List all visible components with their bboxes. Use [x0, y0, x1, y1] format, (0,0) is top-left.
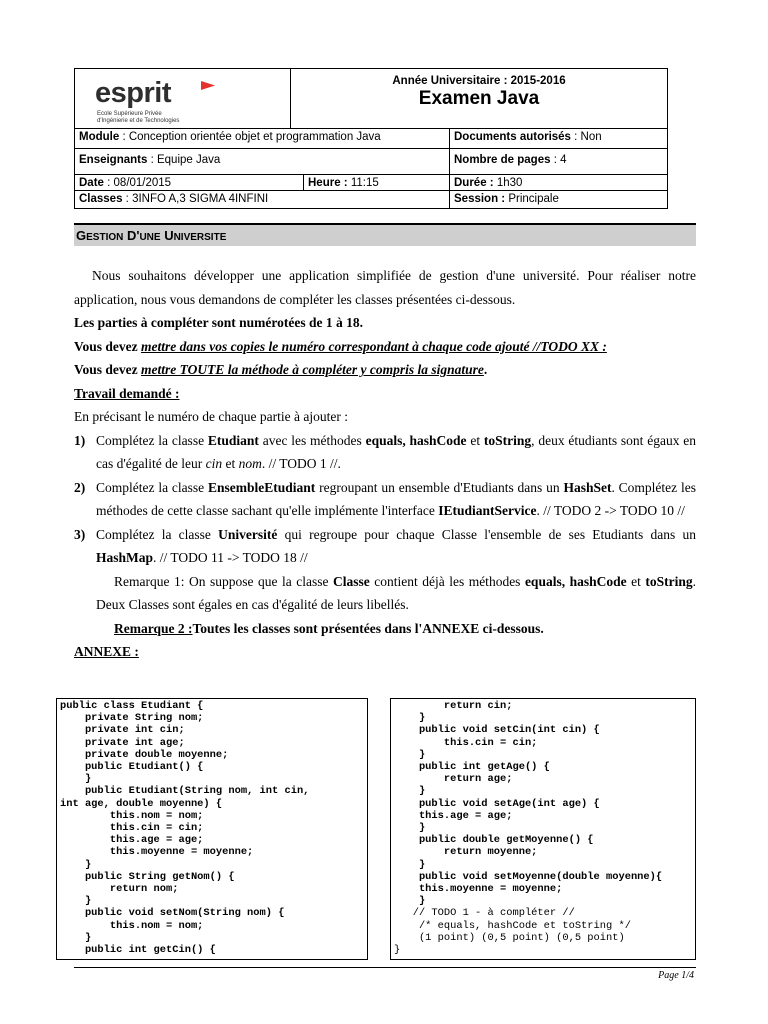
class-name: Université	[218, 526, 278, 542]
remarque-1	[74, 570, 696, 617]
parts-line: Les parties à compléter sont numérotées de 1 à 18.	[74, 315, 363, 330]
module-label: Module	[79, 131, 120, 143]
enseignants-cell	[75, 149, 450, 174]
heading-part: G	[76, 228, 87, 243]
code-line: return cin;	[394, 700, 513, 712]
instruction-text: Vous devez	[74, 338, 142, 354]
todo-marker: . // TODO 11 -> TODO 18 //	[153, 550, 308, 565]
date-cell	[75, 175, 304, 190]
intro-paragraph: Nous souhaitons développer une application simplifiée de gestion d'une université. Pour réaliser notre application, nous vous demandons de compléter les classes présentées ci-dessous.	[74, 268, 696, 307]
instruction-text: .	[483, 362, 488, 377]
module-row	[75, 129, 667, 149]
esprit-logo: esprit	[95, 77, 171, 109]
text: et	[466, 432, 484, 448]
session-value: Principale	[505, 193, 559, 205]
instruction-line-2	[74, 358, 696, 382]
code-line: this.age = age;	[60, 834, 204, 847]
date-value: : 08/01/2015	[103, 177, 172, 189]
text: Complétez la classe	[96, 479, 208, 495]
text: et	[222, 456, 239, 471]
code-line: return moyenne;	[394, 846, 538, 859]
header-top-row	[75, 69, 667, 129]
method-names: equals, hashCode	[524, 573, 627, 589]
code-line: private String nom;	[60, 712, 204, 725]
interface-name: IEtudiantService	[438, 503, 537, 518]
enseignants-label: Enseignants	[79, 154, 148, 166]
session-cell	[450, 191, 667, 208]
list-text	[96, 523, 696, 570]
date-label: Date	[79, 177, 104, 189]
code-line: }	[394, 822, 426, 835]
duree-label: Durée :	[454, 177, 494, 189]
pages-value: : 4	[550, 154, 567, 166]
collection-name: HashMap	[96, 550, 154, 565]
module-value: : Conception orientée objet et programmation Java	[119, 131, 381, 143]
instruction-emphasis: mettre dans vos copies le numéro correspondant à chaque code ajouté //TODO XX :	[141, 338, 607, 354]
duree-cell	[450, 175, 667, 190]
text: On suppose que la classe	[184, 573, 333, 589]
instruction-line-1	[74, 335, 696, 359]
code-box-left	[56, 698, 368, 960]
list-item-1	[74, 429, 696, 476]
text: Toutes les classes sont présentées dans l'ANNEXE ci-dessous.	[192, 620, 544, 636]
text: . Deux Classes sont égales en cas d'égalité de leurs libellés.	[96, 573, 696, 612]
annexe-heading: ANNEXE :	[74, 644, 139, 659]
code-line: public class Etudiant {	[60, 700, 204, 712]
remarque-label: Remarque 2 :	[114, 620, 193, 636]
date-row	[75, 175, 667, 191]
section-heading	[74, 223, 696, 246]
heure-value: 11:15	[347, 177, 379, 189]
code-line: }	[60, 773, 92, 786]
code-line: public String getNom() {	[60, 870, 235, 883]
heading-part: D'	[123, 228, 140, 243]
list-item-3	[74, 523, 696, 570]
method-names: equals, hashCode	[365, 432, 467, 448]
list-number: 2)	[74, 479, 86, 495]
code-line: }	[60, 931, 92, 944]
class-name: EnsembleEtudiant	[207, 479, 316, 495]
code-line: this.moyenne = moyenne;	[394, 883, 563, 896]
code-line: }	[394, 858, 426, 871]
code-line: public Etudiant() {	[60, 761, 204, 774]
precisant-line: En précisant le numéro de chaque partie à ajouter :	[74, 409, 349, 424]
code-line: }	[60, 858, 92, 871]
list-text	[96, 429, 696, 476]
code-line: private int age;	[60, 736, 185, 749]
code-line: this.moyenne = moyenne;	[60, 846, 254, 859]
code-line: int age, double moyenne) {	[60, 797, 223, 810]
list-number: 1)	[74, 432, 86, 448]
code-line: public void setNom(String nom) {	[60, 907, 285, 920]
code-line: }	[394, 895, 426, 908]
classes-label: Classes	[79, 193, 123, 205]
field-name: cin	[205, 456, 223, 471]
code-comment-line: (1 point) (0,5 point) (0,5 point)	[394, 931, 625, 944]
code-line: }	[394, 712, 426, 725]
list-number: 3)	[74, 526, 86, 542]
text: qui regroupe pour chaque Classe l'ensemble de ses Etudiants dans un	[277, 526, 696, 542]
duree-value: 1h30	[493, 177, 523, 189]
code-line: private double moyenne;	[60, 748, 229, 761]
collection-name: HashSet	[563, 479, 612, 495]
code-line: this.nom = nom;	[60, 919, 204, 932]
class-name: Etudiant	[207, 432, 259, 448]
text: et	[626, 573, 646, 589]
page-number: Page 1/4	[658, 970, 694, 981]
academic-year: Année Universitaire : 2015-2016	[392, 75, 566, 87]
logo-subtitle	[97, 111, 179, 125]
code-box-right	[390, 698, 696, 960]
remarque-label: Remarque 1:	[114, 573, 185, 589]
text: regroupant un ensemble d'Etudiants dans un	[315, 479, 564, 495]
exam-header-table	[74, 68, 668, 209]
code-line: public void setMoyenne(double moyenne){	[394, 870, 663, 883]
list-item-2	[74, 476, 696, 523]
text: , deux étudiants sont égaux en cas d'égalité de leur	[96, 432, 696, 471]
code-line: public int getCin() {	[60, 944, 216, 957]
logo-cell	[75, 69, 291, 128]
enseignants-value: : Equipe Java	[147, 154, 221, 166]
code-line: }	[394, 748, 426, 761]
enseignants-row	[75, 149, 667, 175]
method-names: toString	[483, 432, 532, 448]
logo-subtitle-line-1: Ecole Supérieure Privée	[97, 111, 162, 117]
code-comment-line: // TODO 1 - à compléter //	[394, 907, 575, 920]
heure-cell	[304, 175, 450, 190]
pages-label: Nombre de pages	[454, 154, 551, 166]
todo-marker: . // TODO 1 //.	[261, 456, 341, 471]
classes-value: : 3INFO A,3 SIGMA 4INFINI	[122, 193, 269, 205]
heading-part: U	[160, 228, 174, 243]
session-label: Session :	[454, 193, 506, 205]
instruction-text: Vous devez	[74, 362, 142, 377]
heading-part: ESTION	[86, 232, 124, 243]
code-line: public void setCin(int cin) {	[394, 724, 600, 737]
code-line: public Etudiant(String nom, int cin,	[60, 785, 310, 798]
code-comment-line: /* equals, hashCode et toString */	[394, 919, 631, 932]
text: contient déjà les méthodes	[369, 573, 525, 589]
code-line: return nom;	[60, 883, 179, 896]
logo-subtitle-line-2: d'Ingénierie et de Technologies	[97, 118, 180, 124]
text: avec les méthodes	[258, 432, 366, 448]
module-cell	[75, 129, 450, 148]
code-line: public void setAge(int age) {	[394, 797, 600, 810]
code-line: this.cin = cin;	[394, 736, 538, 749]
classes-row	[75, 191, 667, 208]
field-name: nom	[238, 456, 262, 471]
heading-part: UNE	[139, 232, 161, 243]
exam-body	[74, 264, 696, 664]
method-names: toString	[645, 573, 693, 589]
logo-arrow-icon	[201, 81, 215, 90]
code-line: public int getAge() {	[394, 761, 550, 774]
code-line: this.age = age;	[394, 809, 513, 822]
instruction-emphasis: mettre TOUTE la méthode à compléter y compris la signature	[141, 362, 484, 377]
heading-part: NIVERSITE	[173, 232, 227, 243]
documents-value: : Non	[570, 131, 602, 143]
exam-title: Examen Java	[418, 88, 540, 109]
code-comment-line: }	[394, 944, 401, 957]
remarque-2	[74, 617, 696, 641]
text: Complétez la classe	[96, 432, 208, 448]
code-line: this.cin = cin;	[60, 822, 204, 835]
code-line: }	[60, 895, 92, 908]
list-text	[96, 476, 696, 523]
text: . Complétez les méthodes de cette classe sachant qu'elle implémente l'interface	[96, 479, 696, 518]
code-line: this.nom = nom;	[60, 809, 204, 822]
code-line: }	[394, 785, 426, 798]
documents-cell	[450, 129, 667, 148]
travail-heading: Travail demandé :	[74, 385, 180, 401]
code-line: private int cin;	[60, 724, 185, 737]
classes-cell	[75, 191, 450, 208]
footer-rule	[74, 967, 696, 968]
pages-cell	[450, 149, 667, 174]
class-name: Classe	[332, 573, 370, 589]
exam-title-cell	[291, 69, 667, 128]
documents-label: Documents autorisés	[454, 131, 571, 143]
code-line: return age;	[394, 773, 513, 786]
heure-label: Heure :	[308, 177, 348, 189]
text: Complétez la classe	[96, 526, 219, 542]
code-line: public double getMoyenne() {	[394, 834, 594, 847]
todo-marker: . // TODO 2 -> TODO 10 //	[536, 503, 685, 518]
